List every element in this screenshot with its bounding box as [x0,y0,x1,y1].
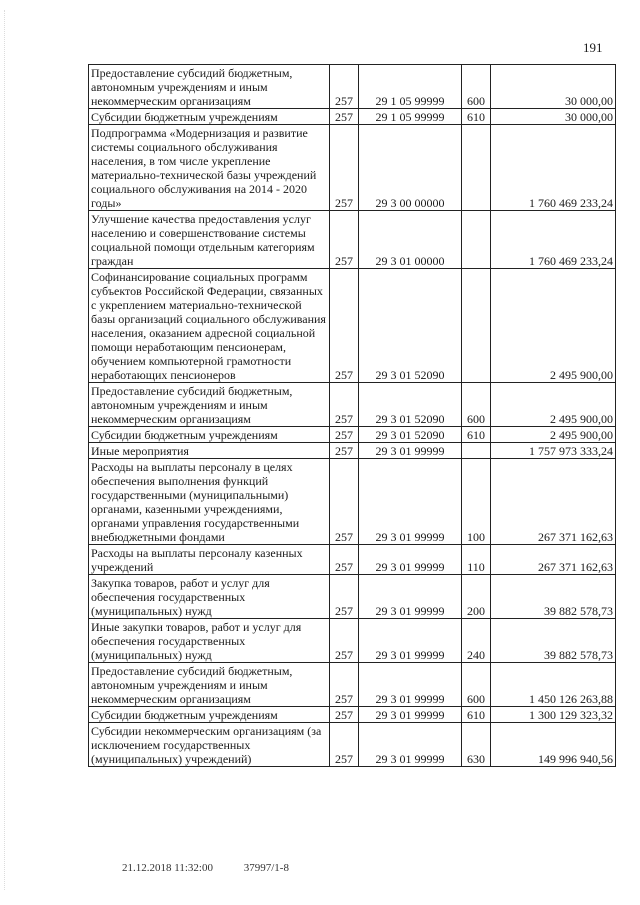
row-amount: 1 760 469 233,24 [491,125,616,211]
table-row [89,427,616,443]
row-amount: 2 495 900,00 [491,269,616,383]
row-expense-type: 200 [462,575,491,619]
row-target-article: 29 3 01 99999 [359,723,462,767]
table-row [89,575,616,619]
footer-timestamp: 21.12.2018 11:32:00 [122,862,213,874]
row-amount: 267 371 162,63 [491,545,616,575]
row-expense-type: 610 [462,109,491,125]
table-row [89,125,616,211]
row-department-code: 257 [330,575,359,619]
row-name: Субсидии бюджетным учреждениям [89,427,330,443]
row-name: Иные мероприятия [89,443,330,459]
table-row [89,443,616,459]
row-target-article: 29 3 01 99999 [359,459,462,545]
row-department-code: 257 [330,269,359,383]
row-target-article: 29 1 05 99999 [359,65,462,109]
scan-margin-artifact [4,10,7,890]
row-department-code: 257 [330,545,359,575]
table-row [89,545,616,575]
row-amount: 2 495 900,00 [491,383,616,427]
row-target-article: 29 1 05 99999 [359,109,462,125]
row-expense-type: 110 [462,545,491,575]
row-name: Улучшение качества предоставления услуг населению и совершенствование системы социальной помощи отдельным категориям граждан [89,211,330,269]
row-amount: 267 371 162,63 [491,459,616,545]
row-name: Субсидии бюджетным учреждениям [89,109,330,125]
budget-table [88,64,616,767]
table-row [89,383,616,427]
row-name: Иные закупки товаров, работ и услуг для обеспечения государственных (муниципальных) нужд [89,619,330,663]
row-department-code: 257 [330,383,359,427]
row-amount: 39 882 578,73 [491,575,616,619]
row-name: Софинансирование социальных программ субъектов Российской Федерации, связанных с укреплением материально-технической базы организаций социального обслуживания населения, оказанием адресной социальной помощи неработающим пенсионерам, обучением компьютерной грамотности неработающих пенсионеров [89,269,330,383]
table-row [89,723,616,767]
row-expense-type [462,211,491,269]
row-expense-type: 610 [462,427,491,443]
table-row [89,459,616,545]
row-amount: 30 000,00 [491,109,616,125]
row-department-code: 257 [330,723,359,767]
row-name: Расходы на выплаты персоналу казенных учреждений [89,545,330,575]
row-amount: 1 757 973 333,24 [491,443,616,459]
row-target-article: 29 3 01 52090 [359,427,462,443]
row-amount: 149 996 940,56 [491,723,616,767]
row-expense-type: 600 [462,383,491,427]
budget-table-body [89,65,616,767]
row-name: Расходы на выплаты персоналу в целях обеспечения выполнения функций государственными (муниципальными) органами, казенными учреждениями, органами управления государственными внебюджетными фондами [89,459,330,545]
row-amount: 1 450 126 263,88 [491,663,616,707]
row-name: Предоставление субсидий бюджетным, автономным учреждениям и иным некоммерческим организациям [89,663,330,707]
row-name: Подпрограмма «Модернизация и развитие системы социального обслуживания населения, в том числе укрепление материально-технической базы учреждений социального обслуживания на 2014 - 2020 годы» [89,125,330,211]
table-row [89,109,616,125]
table-row [89,65,616,109]
row-target-article: 29 3 01 99999 [359,443,462,459]
row-expense-type [462,269,491,383]
footer-doc-number: 37997/1-8 [243,862,289,874]
row-target-article: 29 3 00 00000 [359,125,462,211]
row-expense-type: 600 [462,663,491,707]
row-amount: 1 760 469 233,24 [491,211,616,269]
row-amount: 30 000,00 [491,65,616,109]
row-target-article: 29 3 01 99999 [359,575,462,619]
row-expense-type: 100 [462,459,491,545]
row-name: Субсидии некоммерческим организациям (за исключением государственных (муниципальных) учреждений) [89,723,330,767]
row-target-article: 29 3 01 99999 [359,545,462,575]
row-name: Предоставление субсидий бюджетным, автономным учреждениям и иным некоммерческим организациям [89,383,330,427]
row-department-code: 257 [330,707,359,723]
row-amount: 1 300 129 323,32 [491,707,616,723]
page-footer [122,862,289,874]
row-expense-type: 240 [462,619,491,663]
row-expense-type: 630 [462,723,491,767]
row-department-code: 257 [330,109,359,125]
row-name: Субсидии бюджетным учреждениям [89,707,330,723]
row-target-article: 29 3 01 00000 [359,211,462,269]
row-department-code: 257 [330,125,359,211]
row-expense-type [462,125,491,211]
table-row [89,619,616,663]
row-department-code: 257 [330,65,359,109]
table-row [89,663,616,707]
row-department-code: 257 [330,443,359,459]
row-amount: 39 882 578,73 [491,619,616,663]
row-department-code: 257 [330,619,359,663]
row-target-article: 29 3 01 99999 [359,619,462,663]
row-expense-type: 610 [462,707,491,723]
row-name: Предоставление субсидий бюджетным, автономным учреждениям и иным некоммерческим организациям [89,65,330,109]
page-number: 191 [583,40,603,55]
row-expense-type: 600 [462,65,491,109]
row-target-article: 29 3 01 99999 [359,663,462,707]
row-expense-type [462,443,491,459]
row-amount: 2 495 900,00 [491,427,616,443]
row-target-article: 29 3 01 52090 [359,383,462,427]
table-row [89,269,616,383]
row-target-article: 29 3 01 52090 [359,269,462,383]
row-target-article: 29 3 01 99999 [359,707,462,723]
table-row [89,707,616,723]
table-row [89,211,616,269]
row-name: Закупка товаров, работ и услуг для обеспечения государственных (муниципальных) нужд [89,575,330,619]
row-department-code: 257 [330,459,359,545]
row-department-code: 257 [330,211,359,269]
row-department-code: 257 [330,663,359,707]
row-department-code: 257 [330,427,359,443]
